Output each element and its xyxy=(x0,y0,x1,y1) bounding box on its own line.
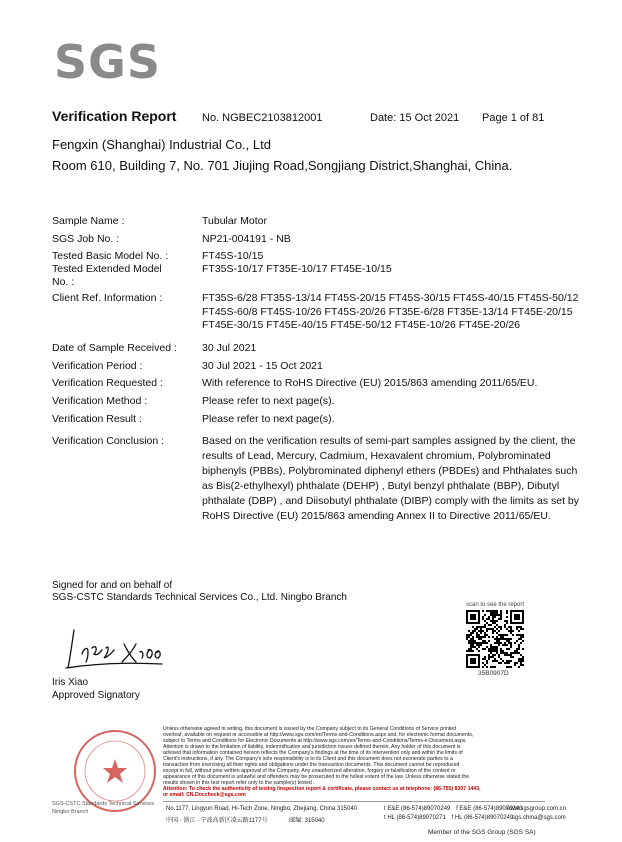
footer-terms-line: Client's instructions, if any. The Company's sole responsibility is to its Client and this document does not exonerate parties to a xyxy=(163,756,453,762)
logo-text: SGS xyxy=(54,35,162,89)
footer-terms-line: results shown in this test report refer only to the sample(s) tested . xyxy=(163,780,315,786)
conclusion-label: Verification Conclusion : xyxy=(52,435,165,447)
applicant-name: Fengxin (Shanghai) Industrial Co., Ltd xyxy=(52,137,271,152)
client-ref-line: FT45S-60/8 FT45S-10/26 FT45S-20/26 FT35E-6/28 FT35E-13/14 FT45E-20/15 xyxy=(202,305,573,318)
footer-attention: Attention: To check the authenticity of testing /inspection report & certificate, please contact us at telephone: (86-755) 8307 1443, xyxy=(163,786,481,792)
fax-line xyxy=(384,815,513,821)
signed-for-company: SGS-CSTC Standards Technical Services Co., Ltd. Ningbo Branch xyxy=(52,592,347,603)
conclusion-line: biphenyls (PBBs), Polybrominated diphenyl ethers (PBDEs) and Phthalates such xyxy=(202,465,578,477)
footer-attention-email[interactable]: or email: CN.Doccheck@sgs.com xyxy=(163,792,246,798)
period-label: Verification Period : xyxy=(52,360,143,372)
footer-divider xyxy=(163,801,545,802)
applicant-address: Room 610, Building 7, No. 701 Jiujing Road,Songjiang District,Shanghai, China. xyxy=(52,158,513,173)
seal-caption-line: Ningbo Branch xyxy=(52,809,89,815)
conclusion-value xyxy=(202,434,622,524)
footer-terms-line: Unless otherwise agreed in writing, this document is issued by the Company subject to its General Conditions of Service printed xyxy=(163,726,456,732)
period-value: 30 Jul 2021 - 15 Oct 2021 xyxy=(202,360,323,372)
tel-ee: t E&E (86-574)89070249 xyxy=(384,806,451,812)
conclusion-line: phthalate (DBP) , and Diisobutyl phthalate (DIBP) comply with the limits as set by xyxy=(202,495,579,507)
extended-model-label xyxy=(52,263,192,289)
report-number: No. NGBEC2103812001 xyxy=(202,112,323,124)
email-link[interactable]: sgs.china@sgs.com xyxy=(512,815,566,821)
qr-code-text: 35B0907D xyxy=(478,670,509,677)
qr-caption: scan to see the report xyxy=(466,602,525,608)
conclusion-line: as Bis(2-ethylhexyl) phthalate (DEHP) , Butyl benzyl phthalate (BBP), Dibutyl xyxy=(202,480,560,492)
sgs-logo xyxy=(52,28,162,89)
job-no-label: SGS Job No. : xyxy=(52,233,120,245)
footer-terms-line: except in full, without prior written approval of the Company. Any unauthorized alteration, forgery or falsification of the content or xyxy=(163,768,456,774)
postcode-chinese: 邮编: 315040 xyxy=(289,818,325,824)
method-value: Please refer to next page(s). xyxy=(202,395,335,407)
signed-for-line: Signed for and on behalf of xyxy=(52,580,173,591)
extended-model-value: FT35S-10/17 FT35E-10/17 FT45E-10/15 xyxy=(202,263,392,275)
footer-terms-line: subject to Terms and Conditions for Electronic Documents at http://www.sgs.com/en/Terms-and-Conditions/Terms-e-Document.aspx. xyxy=(163,738,467,744)
client-ref-value xyxy=(202,292,622,333)
footer-terms-line: advised that information contained hereon reflects the Company's findings at the time of its intervention only and within the limits of xyxy=(163,750,463,756)
signer-role: Approved Signatory xyxy=(52,690,140,701)
report-date: Date: 15 Oct 2021 xyxy=(370,112,460,124)
sample-name-value: Tubular Motor xyxy=(202,215,267,227)
requested-value: With reference to RoHS Directive (EU) 2015/863 amending 2011/65/EU. xyxy=(202,377,538,389)
sample-name-label: Sample Name : xyxy=(52,215,125,227)
conclusion-line: Based on the verification results of semi-part samples assigned by the client, the xyxy=(202,435,576,447)
method-label: Verification Method : xyxy=(52,395,148,407)
address-chinese-text: 中国 · 浙江 · 宁波高新区凌云路1177号 xyxy=(166,818,268,824)
seal-caption xyxy=(52,800,154,816)
fax-hl: f HL (86-574)89070249 xyxy=(451,815,514,821)
conclusion-line: RoHS Directive (EU) 2015/863 amending Annex II to Directive 2011/65/EU. xyxy=(202,510,551,522)
basic-model-value: FT45S-10/15 xyxy=(202,250,264,262)
qr-code-icon[interactable] xyxy=(466,610,524,668)
footer-terms-line: transaction from exercising all their rights and obligations under the transaction documents. This document cannot be reproduced xyxy=(163,762,460,768)
address-chinese xyxy=(166,815,325,824)
footer-terms-line: Attention is drawn to the limitation of liability, indemnification and jurisdiction issues defined therein. Any holder of this document is xyxy=(163,744,461,750)
date-received-label: Date of Sample Received : xyxy=(52,342,177,354)
handwritten-signature xyxy=(62,624,172,674)
footer-terms xyxy=(163,726,545,798)
tel-line xyxy=(384,806,522,812)
member-statement: Member of the SGS Group (SGS SA) xyxy=(428,829,536,836)
fax-ee: f E&E (86-574)89070240 xyxy=(456,806,523,812)
address-english: No.1177, Lingyun Road, Hi-Tech Zone, Ningbo, Zhejiang, China 315040 xyxy=(166,806,358,812)
extended-model-label-line2: No. : xyxy=(52,276,75,288)
client-ref-line: FT45E-30/15 FT45E-40/15 FT45E-50/12 FT45E-10/26 FT45E-20/26 xyxy=(202,319,521,331)
client-ref-label: Client Ref. Information : xyxy=(52,292,163,304)
seal-caption-line: SGS-CSTC Standards Technical Services xyxy=(52,801,154,807)
requested-label: Verification Requested : xyxy=(52,377,163,389)
footer-terms-line: overleaf, available on request or accessible at http://www.sgs.com/en/Terms-and-Conditions.aspx and, for electronic format documents, xyxy=(163,732,474,738)
conclusion-line: results of Lead, Mercury, Cadmium, Hexavalent chromium, Polybrominated xyxy=(202,450,551,462)
signer-name: Iris Xiao xyxy=(52,677,89,688)
footer-terms-line: appearance of this document is unlawful and offenders may be prosecuted to the fullest extent of the law. Unless otherwise stated the xyxy=(163,774,470,780)
result-value: Please refer to next page(s). xyxy=(202,413,335,425)
job-no-value: NP21-004191 - NB xyxy=(202,233,291,245)
result-label: Verification Result : xyxy=(52,413,142,425)
date-received-value: 30 Jul 2021 xyxy=(202,342,257,354)
basic-model-label: Tested Basic Model No. : xyxy=(52,250,169,262)
website-link[interactable]: www.sgsgroup.com.cn xyxy=(506,806,567,812)
page-number: Page 1 of 81 xyxy=(482,112,545,124)
extended-model-label-line1: Tested Extended Model xyxy=(52,263,162,275)
tel-hl: t HL (86-574)89070271 xyxy=(384,815,446,821)
signed-for-block xyxy=(52,580,347,604)
report-title: Verification Report xyxy=(52,108,177,124)
client-ref-line: FT35S-6/28 FT35S-13/14 FT45S-20/15 FT45S-30/15 FT45S-40/15 FT45S-50/12 xyxy=(202,292,579,304)
